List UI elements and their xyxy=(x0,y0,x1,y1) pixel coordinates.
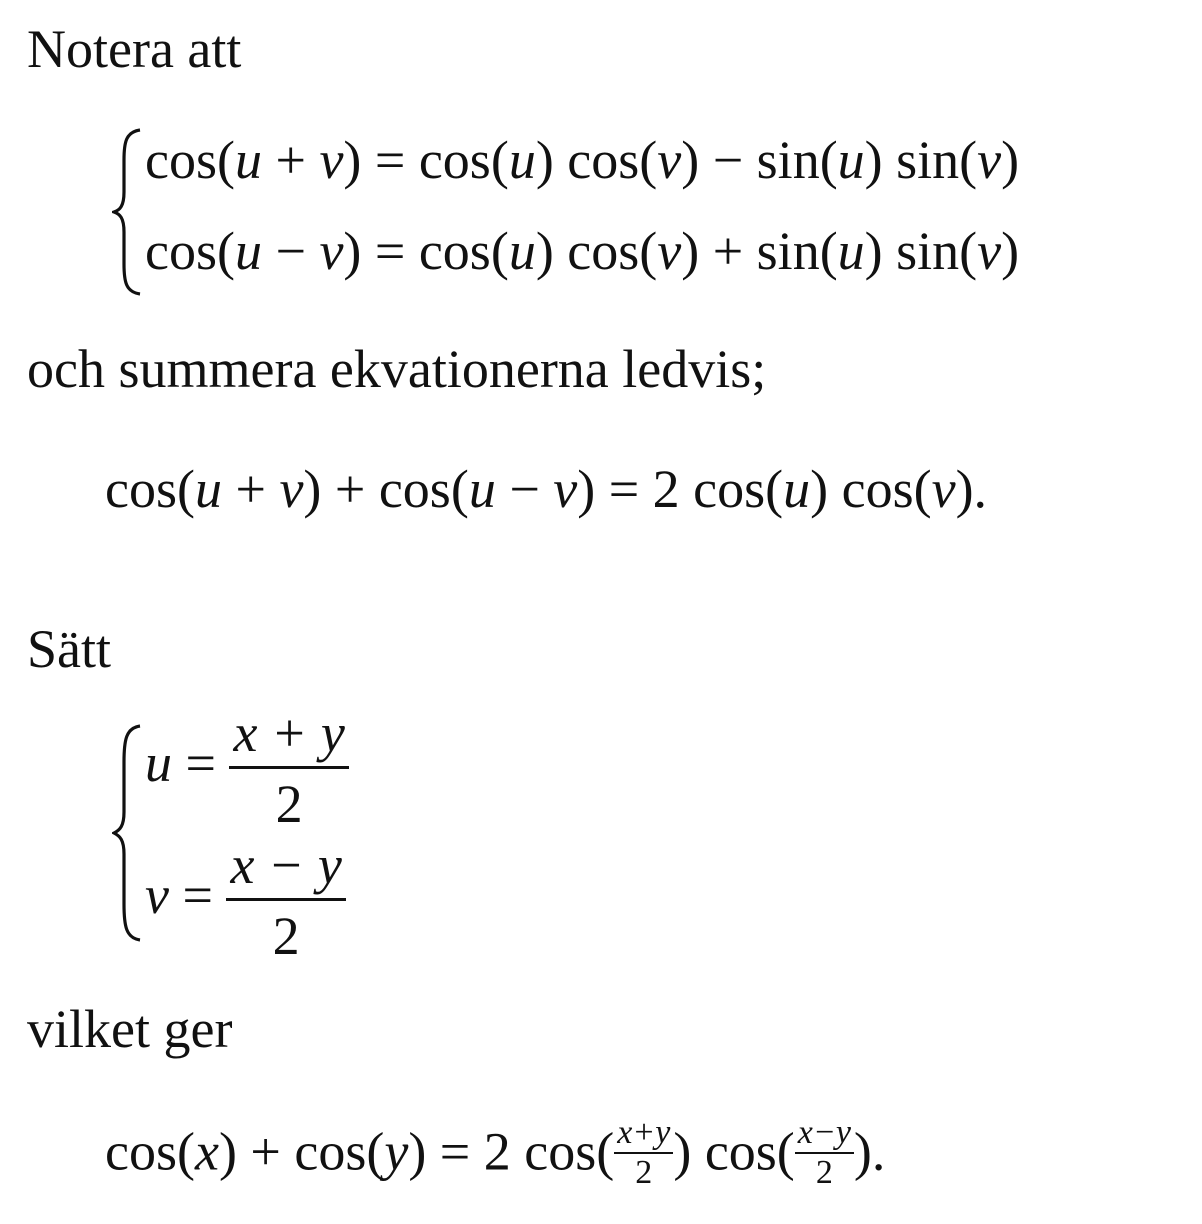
gives-text: vilket ger xyxy=(27,999,233,1059)
set-text: Sätt xyxy=(27,619,112,679)
sum-equation: cos(u + v) + cos(u − v) = 2 cos(u) cos(v). xyxy=(105,459,988,519)
left-brace-icon xyxy=(112,722,144,944)
left-brace-icon xyxy=(112,126,144,298)
result-equation: cos(x) + cos(y) = 2 cos( $\frac{x+y}{2}$ ) cos( $\frac{x-y}{2}$ ). xyxy=(105,1114,886,1191)
sum-instruction-text: och summera ekvationerna ledvis; xyxy=(27,339,767,399)
substitution-v: v = $\frac{x - y}{2}$ xyxy=(145,838,346,963)
system1-equation-1: cos(u + v) = cos(u) cos(v) − sin(u) sin(v) xyxy=(145,130,1020,190)
intro-text: Notera att xyxy=(27,19,242,79)
system1-equation-2: cos(u − v) = cos(u) cos(v) + sin(u) sin(v) xyxy=(145,221,1020,281)
substitution-u: u = $\frac{x + y}{2}$ xyxy=(145,706,349,831)
